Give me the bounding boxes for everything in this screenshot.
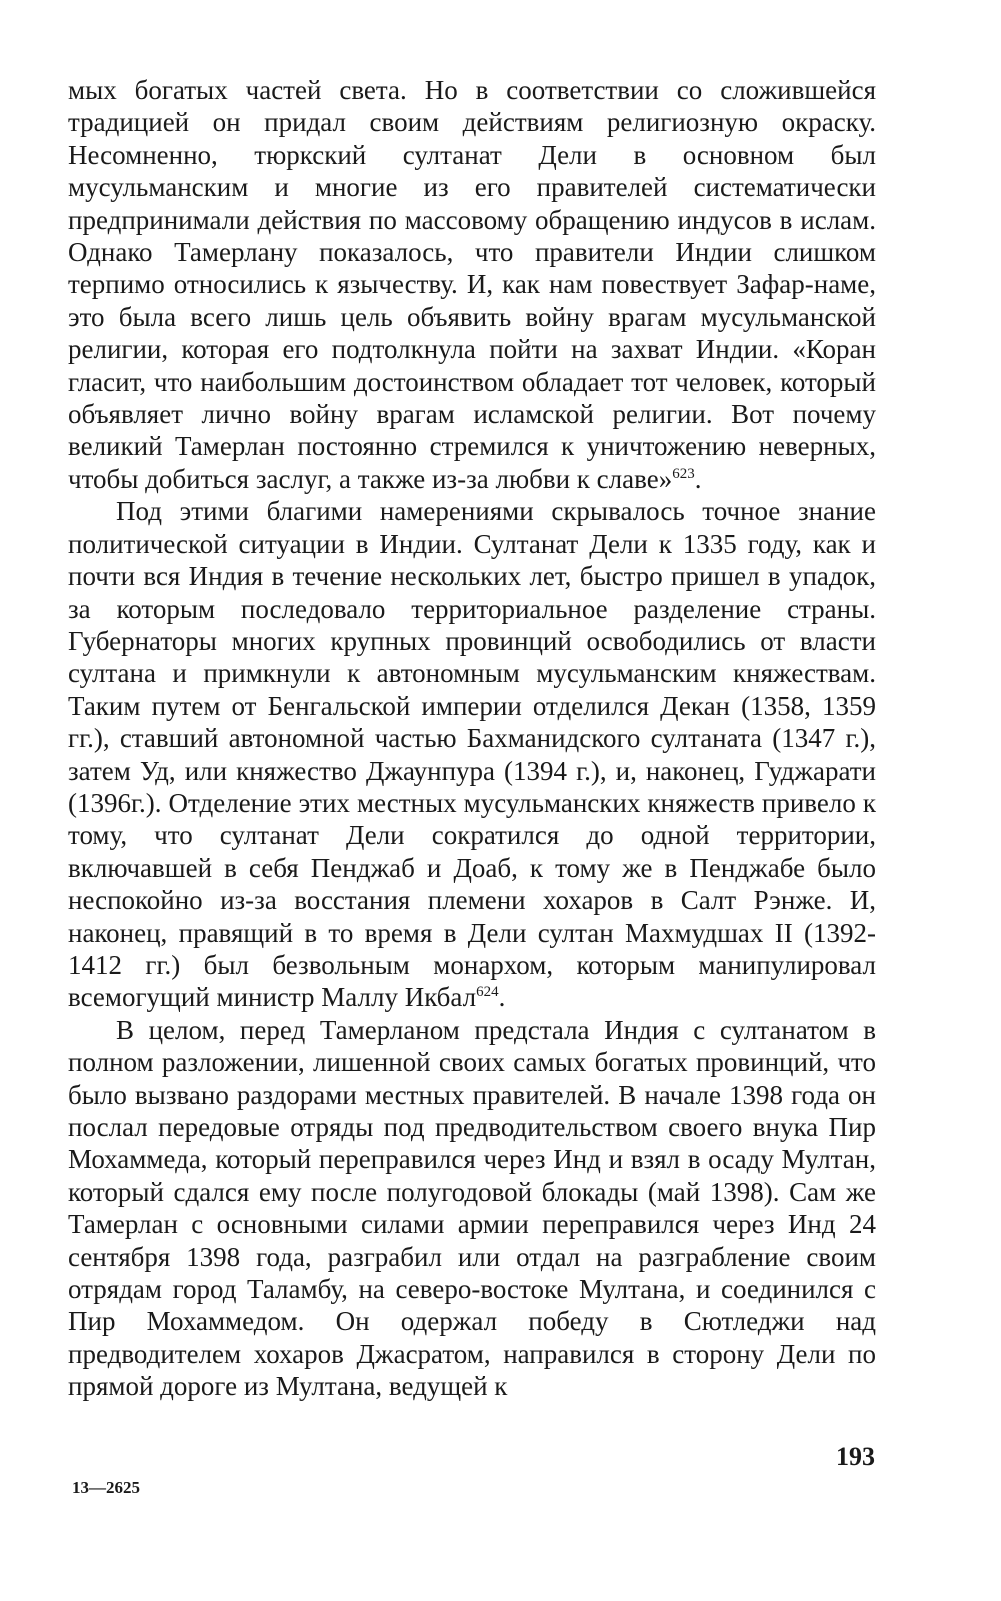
paragraph-3	[68, 1014, 876, 1403]
paragraph-2	[68, 495, 876, 1014]
footnote-ref-624[interactable]: 624	[476, 984, 499, 1001]
paragraph-1-end: .	[694, 463, 702, 494]
page-number: 193	[836, 1442, 875, 1471]
footnote-ref-623[interactable]: 623	[672, 465, 695, 482]
body-text	[68, 74, 876, 1403]
paragraph-1	[68, 74, 876, 495]
paragraph-3-text: В целом, перед Тамерланом предстала Индия с султанатом в полном разложении, лишенной своих самых богатых провинций, что было вызвано раздорами местных правителей. В начале 1398 года он послал передовые отряды под предводительством своего внука Пир Мохаммеда, который переправился через Инд и взял в осаду Мултан, который сдался ему после полугодовой блокады (май 1398). Сам же Тамерлан с основными силами армии переправился через Инд 24 сентября 1398 года, разграбил или отдал на разграбление своим отрядам город Таламбу, на северо-востоке Мултана, и соединился с Пир Мохаммедом. Он одержал победу в Сютледжи над предводителем хохаров Джасратом, направился в сторону Дели по прямой дороге из Мултана, ведущей к	[68, 1014, 876, 1402]
paragraph-1-text: мых богатых частей света. Но в соответствии со сложившейся традицией он придал своим действиям религиозную окраску. Несомненно, тюркский султанат Дели в основном был мусульманским и многие из его правителей систематически предпринимали действия по массовому обращению индусов в ислам. Однако Тамерлану показалось, что правители Индии слишком терпимо относились к язычеству. И, как нам повествует Зафар-наме, это была всего лишь цель объявить войну врагам мусульманской религии, которая его подтолкнула пойти на захват Индии. «Коран гласит, что наибольшим достоинством обладает тот человек, который объявляет лично войну врагам исламской религии. Вот почему великий Тамерлан постоянно стремился к уничтожению неверных, чтобы добиться заслуг, а также из-за любви к славе»	[68, 75, 876, 494]
paragraph-2-end: .	[498, 982, 506, 1013]
printer-signature-mark: 13—2625	[72, 1478, 140, 1497]
paragraph-2-text: Под этими благими намерениями скрывалось точное знание политической ситуации в Индии. Султанат Дели к 1335 году, как и почти вся Индия в течение нескольких лет, быстро пришел в упадок, за которым последовало территориальное разделение страны. Губернаторы многих крупных провинций освободились от власти султана и примкнули к автономным мусульманским княжествам. Таким путем от Бенгальской империи отделился Декан (1358, 1359 гг.), ставший автономной частью Бахманидского султаната (1347 г.), затем Уд, или княжество Джаунпура (1394 г.), и, наконец, Гуджарати (1396г.). Отделение этих местных мусульманских княжеств привело к тому, что султанат Дели сократился до одной территории, включавшей в себя Пенджаб и Доаб, к тому же в Пенджабе было неспокойно из-за восстания племени хохаров в Салт Рэнже. И, наконец, правящий в то время в Дели султан Махмудшах II (1392-1412 гг.) был безвольным монархом, которым манипулировал всемогущий министр Маллу Икбал	[68, 496, 876, 1013]
